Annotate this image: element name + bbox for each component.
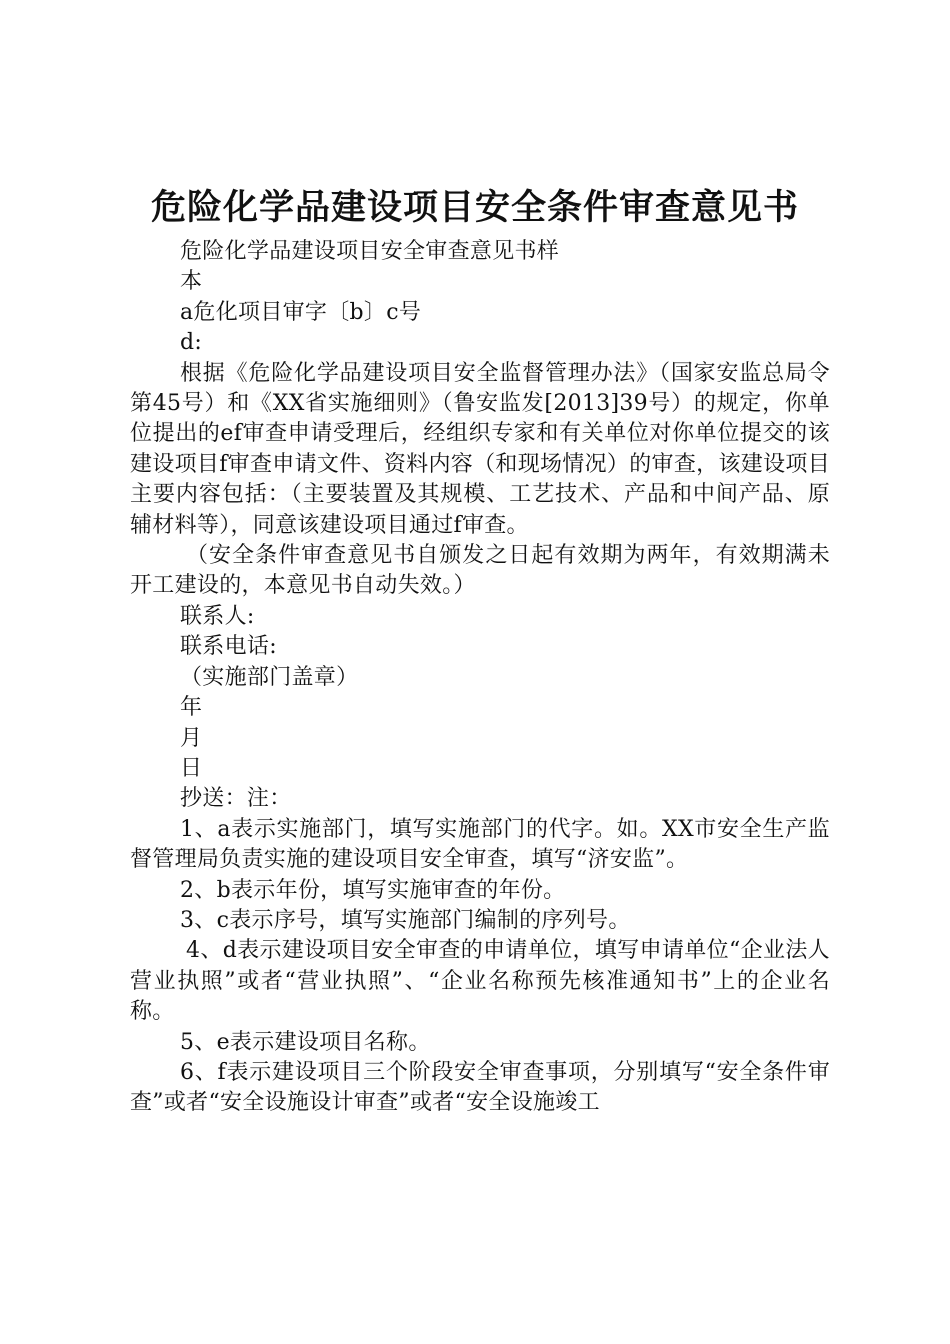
contact-person: 联系人:: [180, 603, 255, 629]
document-code-line: a危化项目审字〔b〕c号: [180, 299, 422, 325]
seal-note: （实施部门盖章）: [180, 664, 359, 690]
document-title: 危险化学品建设项目安全条件审查意见书: [150, 188, 799, 228]
document-body: [130, 237, 830, 1119]
note-item: 1、a表示实施部门，填写实施部门的代字。如。XX市安全生产监督管理局负责实施的建设项目安全审查，填写“济安监”。: [130, 816, 830, 873]
date-year: 年: [180, 695, 203, 721]
subtitle-line-1: 危险化学品建设项目安全审查意见书样: [180, 239, 560, 264]
date-day: 日: [180, 755, 203, 781]
recipient-line: d:: [180, 330, 203, 356]
contact-phone: 联系电话:: [180, 634, 277, 660]
validity-note: （安全条件审查意见书自颁发之日起有效期为两年，有效期满未开工建设的，本意见书自动失效。）: [130, 543, 830, 599]
cc-note: 抄送：注：: [180, 786, 292, 812]
note-item: 6、f表示建设项目三个阶段安全审查事项，分别填写“安全条件审查”或者“安全设施设计审查”或者“安全设施竣工: [130, 1059, 830, 1116]
subtitle-line-2: 本: [180, 269, 203, 295]
note-item: 5、e表示建设项目名称。: [180, 1029, 431, 1055]
note-item: 2、b表示年份，填写实施审查的年份。: [180, 877, 566, 903]
note-item: 3、c表示序号，填写实施部门编制的序列号。: [180, 907, 631, 933]
note-item: 4、d表示建设项目安全审查的申请单位，填写申请单位“企业法人营业执照”或者“营业执照”、“企业名称预先核准通知书”上的企业名称。: [130, 938, 830, 1025]
date-month: 月: [180, 725, 203, 751]
main-paragraph: 根据《危险化学品建设项目安全监督管理办法》（国家安监总局令第45号）和《XX省实施细则》（鲁安监发[2013]39号）的规定，你单位提出的ef审查申请受理后，经组织专家和有关单位对你单位提交的该建设项目f审查申请文件、资料内容（和现场情况）的审查，该建设项目主要内容包括：（主要装置及其规模、工艺技术、产品和中间产品、原辅材料等），同意该建设项目通过f审查。: [130, 360, 830, 538]
